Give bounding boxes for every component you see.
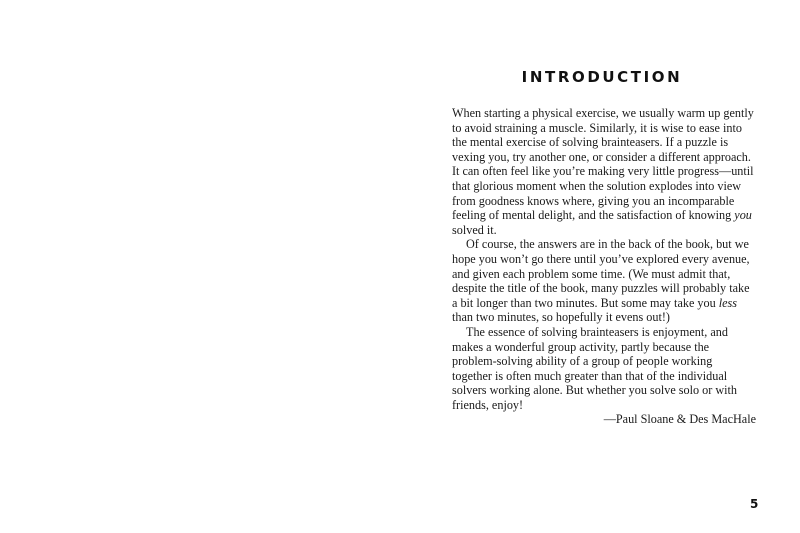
text-run: to avoid straining a muscle. Similarly, it is wise to ease into [452,120,742,135]
text-line [452,310,758,325]
right-page [400,0,800,533]
paragraph-2 [452,237,758,325]
text-line [452,383,758,398]
text-run: hope you won’t go there until you’ve explored every avenue, [452,251,750,266]
text-line [452,106,758,121]
text-line [452,135,758,150]
text-run: together is often much greater than that of the individual [452,368,728,383]
text-line [452,194,758,209]
text-run: solved it. [452,222,497,237]
text-line [452,164,758,179]
text-line [452,281,758,296]
author-signature: —Paul Sloane & Des MacHale [603,412,756,427]
text-line [452,121,758,136]
emphasis-run: you [734,208,752,223]
text-run: from goodness knows where, giving you an incomparable [452,193,735,208]
text-line [452,296,758,311]
text-run: that glorious moment when the solution explodes into view [452,178,742,193]
text-line [452,267,758,282]
text-run: feeling of mental delight, and the satisfaction of knowing [452,208,735,223]
text-line [452,179,758,194]
text-line [452,369,758,384]
text-line [452,398,758,413]
text-run: solvers working alone. But whether you solve solo or with [452,383,738,398]
text-line [452,223,758,238]
text-run: vexing you, try another one, or consider a different approach. [452,149,751,164]
text-line [452,237,758,252]
text-run: When starting a physical exercise, we usually warm up gently [452,106,754,120]
text-line [452,325,758,340]
text-run: It can often feel like you’re making very little progress—until [452,164,754,179]
page-number: 5 [750,497,759,511]
text-run: than two minutes, so hopefully it evens out!) [452,310,670,325]
introduction-body [452,106,758,427]
text-run: despite the title of the book, many puzzles will probably take [452,281,750,296]
text-run: the mental exercise of solving brainteasers. If a puzzle is [452,135,729,150]
emphasis-run: less [718,295,738,310]
text-run: friends, enjoy! [452,397,524,412]
text-run: The essence of solving brainteasers is enjoyment, and [466,324,728,339]
text-line [452,354,758,369]
text-run: and given each problem some time. (We must admit that, [452,266,731,281]
text-run: a bit longer than two minutes. But some may take you [452,295,719,310]
paragraph-1 [452,106,758,237]
paragraph-3 [452,325,758,413]
text-run: problem-solving ability of a group of people working [452,354,713,369]
text-line [452,208,758,223]
chapter-heading: INTRODUCTION [521,68,683,86]
text-line [452,150,758,165]
text-run: makes a wonderful group activity, partly because the [452,339,710,354]
text-run: Of course, the answers are in the back of the book, but we [466,237,749,252]
text-line [452,340,758,355]
text-line [452,252,758,267]
